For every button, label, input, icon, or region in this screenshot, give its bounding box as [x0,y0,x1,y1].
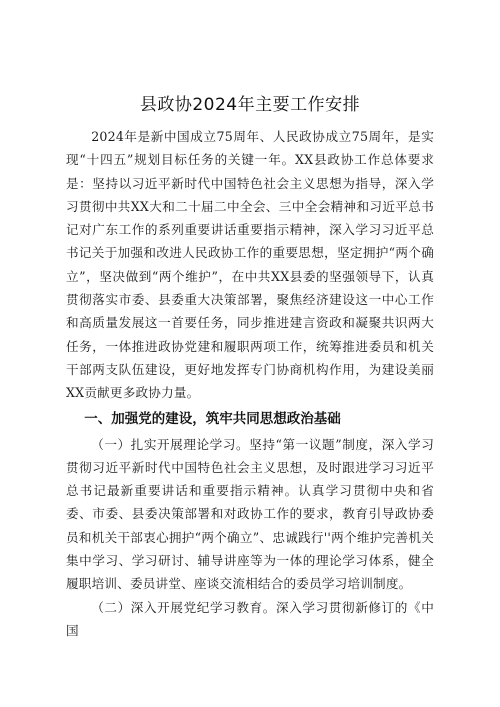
section1-item2-text: 深入学习贯彻新修订的《中国 [66,599,434,638]
section1-item1-label: （一）扎实开展理论学习。 [91,436,250,452]
section1-item2-label: （二）深入开展党纪学习教育。 [91,599,276,615]
intro-paragraph: 2024年是新中国成立75周年、人民政协成立75周年，是实现“十四五”规划目标任务的关键一年。XX县政协工作总体要求是：坚持以习近平新时代中国特色社会主义思想为指导，深入学习贯彻中共XX大和二十届二中全会、三中全会精神和习近平总书记对广东工作的系列重要讲话重要指示精神，深入学习习近平总书记关于加强和改进人民政协工作的重要思想，坚定拥护“两个确立”，坚决做到“两个维护”，在中共XX县委的坚强领导下，认真贯彻落实市委、县委重大决策部署，聚焦经济建设这一中心工作和高质量发展这一首要任务，同步推进建言资政和凝聚共识两大任务，一体推进政协党建和履职两项工作，统筹推进委员和机关干部两支队伍建设，更好地发挥专门协商机构作用，为建设美丽XX贡献更多政协力量。 [66,129,434,401]
document-title: 县政协2024年主要工作安排 [139,95,361,115]
section-heading-1: 一、加强党的建设，筑牢共同思想政治基础 [84,410,341,427]
section1-item1-paragraph [66,433,434,596]
section1-item2-paragraph [66,596,434,643]
section1-item1-text: 坚持“第一议题”制度，深入学习贯彻习近平新时代中国特色社会主义思想，及时跟进学习习近平总书记最新重要讲话和重要指示精神。认真学习贯彻中央和省委、市委、县委决策部署和对政协工作的要求，教育引导政协委员和机关干部衷心拥护“两个确立”、忠诚践行''两个维护完善机关集中学习、学习研讨、辅导讲座等为一体的理论学习体系，健全履职培训、委员讲堂、座谈交流相结合的委员学习培训制度。 [66,436,434,592]
